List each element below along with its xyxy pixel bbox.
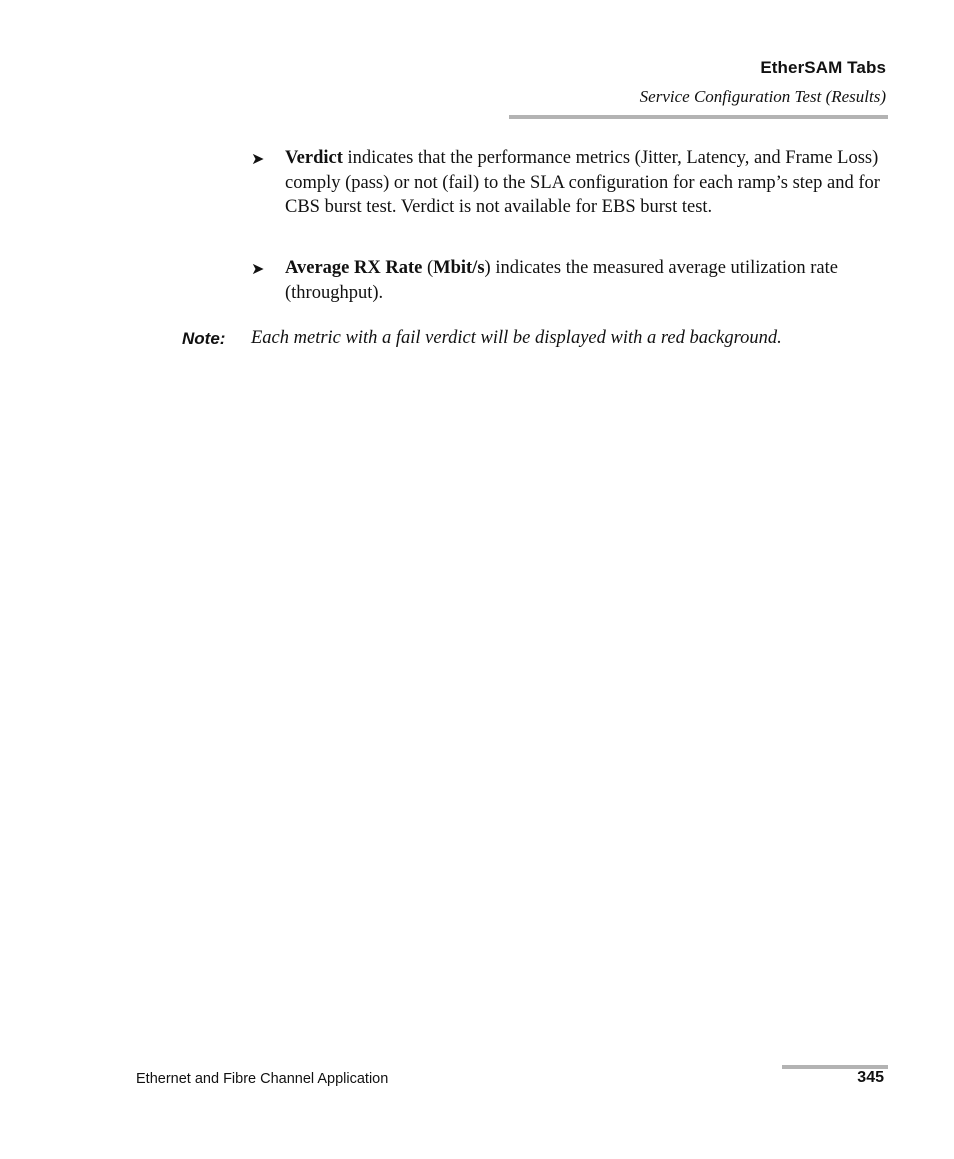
header-divider — [509, 115, 888, 119]
bullet-close-paren: ) — [484, 258, 491, 278]
bullet-open-paren: ( — [422, 258, 434, 278]
note-text: Each metric with a fail verdict will be displayed with a red background. — [251, 328, 782, 348]
bullet-description: indicates the measured average utilization rate (throughput). — [285, 258, 838, 303]
bullet-item-average-rx-rate — [251, 256, 883, 305]
section-subtitle: Service Configuration Test (Results) — [639, 87, 886, 106]
note-label: Note: — [182, 329, 226, 348]
section-title: EtherSAM Tabs — [760, 58, 886, 77]
bullet-text — [285, 256, 883, 305]
bullet-description: indicates that the performance metrics (Jitter, Latency, and Frame Loss) comply (pass) or not (fail) to the SLA configuration for each ramp’s step and for CBS burst test. Verdict is not available for EBS burst test. — [285, 148, 880, 218]
page-number: 345 — [857, 1069, 884, 1086]
bullet-text — [285, 146, 883, 220]
bullet-term: Verdict — [285, 148, 343, 168]
bullet-item-verdict — [251, 146, 883, 220]
bullet-term: Average RX Rate — [285, 258, 423, 278]
arrow-bullet-icon: ➤ — [251, 259, 265, 278]
arrow-bullet-icon: ➤ — [251, 149, 265, 168]
footer-document-title: Ethernet and Fibre Channel Application — [136, 1071, 389, 1087]
bullet-unit: Mbit/s — [433, 258, 485, 278]
